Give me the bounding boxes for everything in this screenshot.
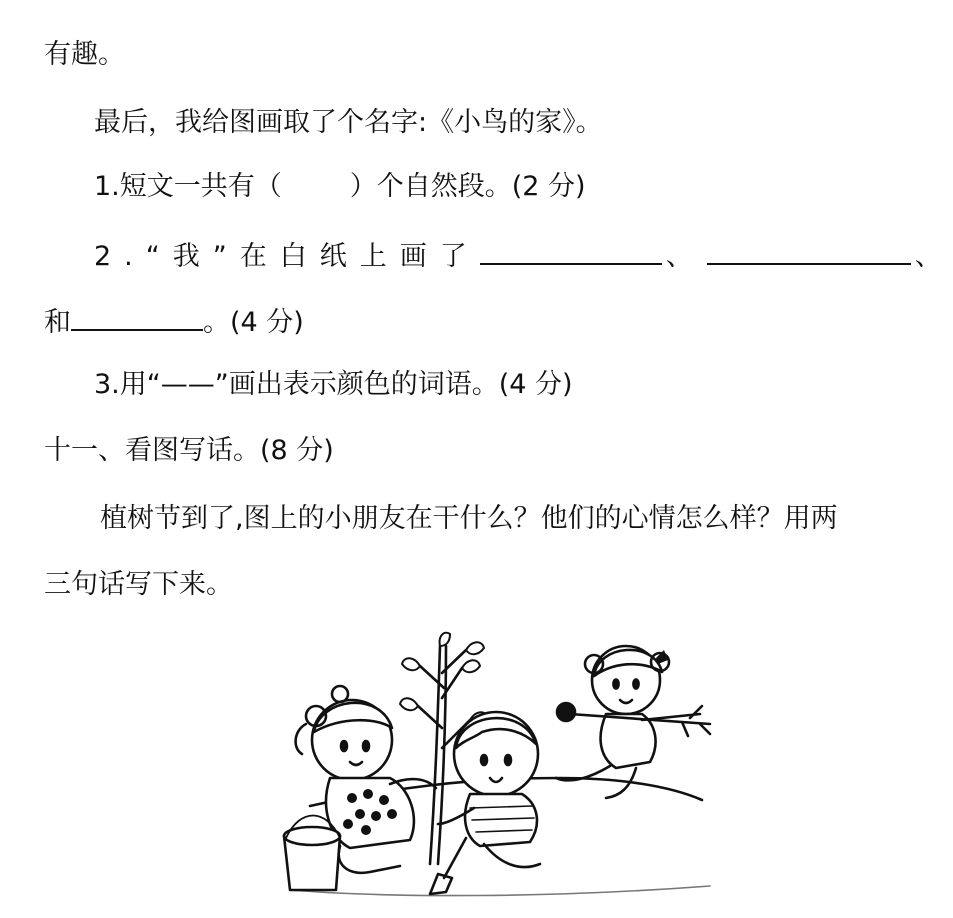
question-1-prefix: 1.短文一共有（ [94,171,282,202]
text-youqu: 有趣。 [44,39,125,70]
question-3 [94,368,573,402]
question-1 [94,170,586,204]
ground-bottom-line [290,886,710,896]
question-2-text: 2.“我”在白纸上画了 [94,241,480,272]
text-title-sentence: 最后，我给图画取了个名字:《小鸟的家》。 [94,107,603,138]
question-2-score: 。(4 分) [203,307,304,338]
question-2-blank-1[interactable] [480,237,662,265]
question-2-continued [44,303,304,340]
paragraph-end-line [44,38,125,72]
question-2-sep-2: 、 [914,241,942,272]
paragraph-last-line [94,106,603,140]
question-2-sep-1: 、 [665,241,693,272]
boy-leg [484,844,540,867]
girl-left-bow [332,686,348,702]
section-heading-text: 十一、看图写话。(8 分) [44,435,334,466]
girl-left-leg [339,846,400,873]
shovel [430,838,466,894]
writing-prompt-text-2: 三句话写下来。 [44,569,233,600]
section-heading [44,434,334,468]
writing-prompt-line-2 [44,568,233,602]
writing-prompt-text-1: 植树节到了,图上的小朋友在干什么？他们的心情怎么样？用两 [100,503,838,534]
question-1-suffix: ）个自然段。(2 分) [349,171,586,202]
writing-prompt-line-1 [100,502,838,536]
question-2-blank-3[interactable] [71,303,203,331]
question-2-blank-2[interactable] [707,237,911,265]
question-2-he: 和 [44,307,71,338]
tree-planting-illustration [270,628,730,910]
girl-right-body [601,714,656,768]
question-3-text: 3.用“——”画出表示颜色的词语。(4 分) [94,369,573,400]
boy-center [430,712,540,894]
girl-right [556,646,710,798]
question-2 [94,237,942,274]
